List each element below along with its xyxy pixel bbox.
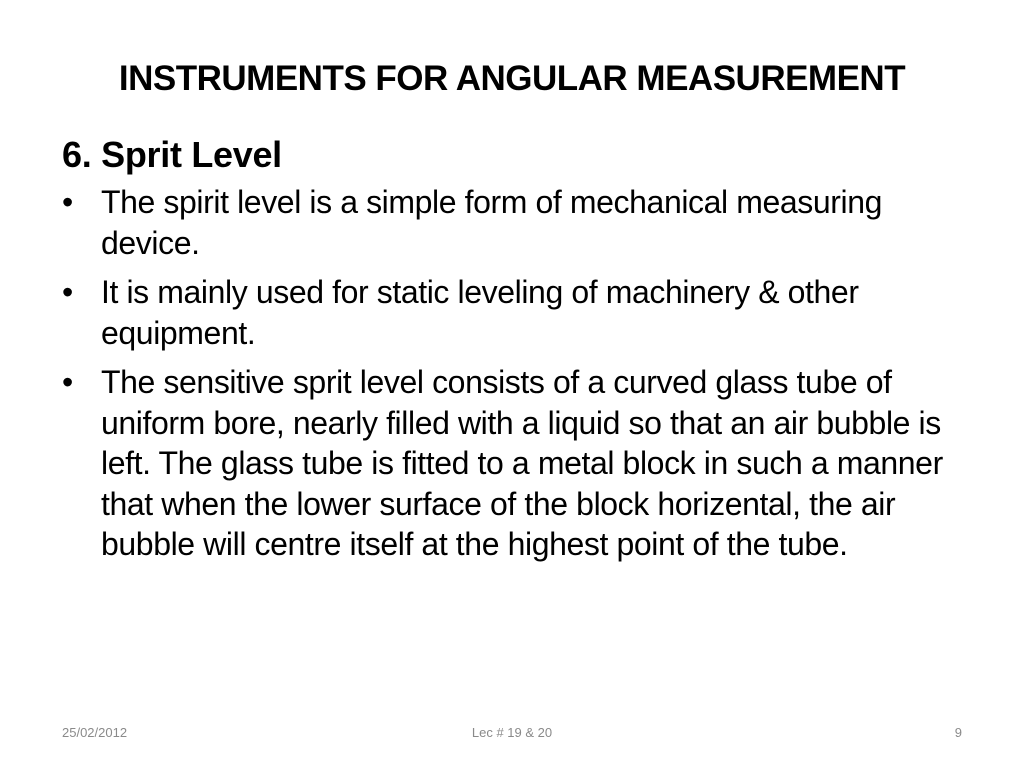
bullet-item [62, 272, 982, 353]
bullet-item [62, 362, 982, 565]
slide-title: INSTRUMENTS FOR ANGULAR MEASUREMENT [118, 59, 906, 98]
footer-date: 25/02/2012 [62, 725, 128, 740]
bullet-text: The sensitive sprit level consists of a curved glass tube of uniform bore, nearly filled with a liquid so that an air bubble is left. The glass tube is fitted to a metal block in such a manner that when the lower surface of the block horizental, the air bubble will centre itself at the highest point of the tube. [101, 364, 943, 562]
slide-content [62, 130, 982, 574]
bullet-text: It is mainly used for static leveling of machinery & other equipment. [101, 274, 859, 351]
bullet-item [62, 182, 982, 263]
bullet-text: The spirit level is a simple form of mechanical measuring device. [101, 184, 883, 261]
section-heading: 6. Sprit Level [62, 134, 282, 175]
bullet-icon: • [62, 274, 73, 310]
footer-page-number: 9 [954, 725, 962, 740]
bullet-icon: • [62, 364, 73, 400]
bullet-list [62, 182, 982, 565]
bullet-icon: • [62, 184, 73, 220]
footer-lecture-label: Lec # 19 & 20 [471, 725, 553, 740]
